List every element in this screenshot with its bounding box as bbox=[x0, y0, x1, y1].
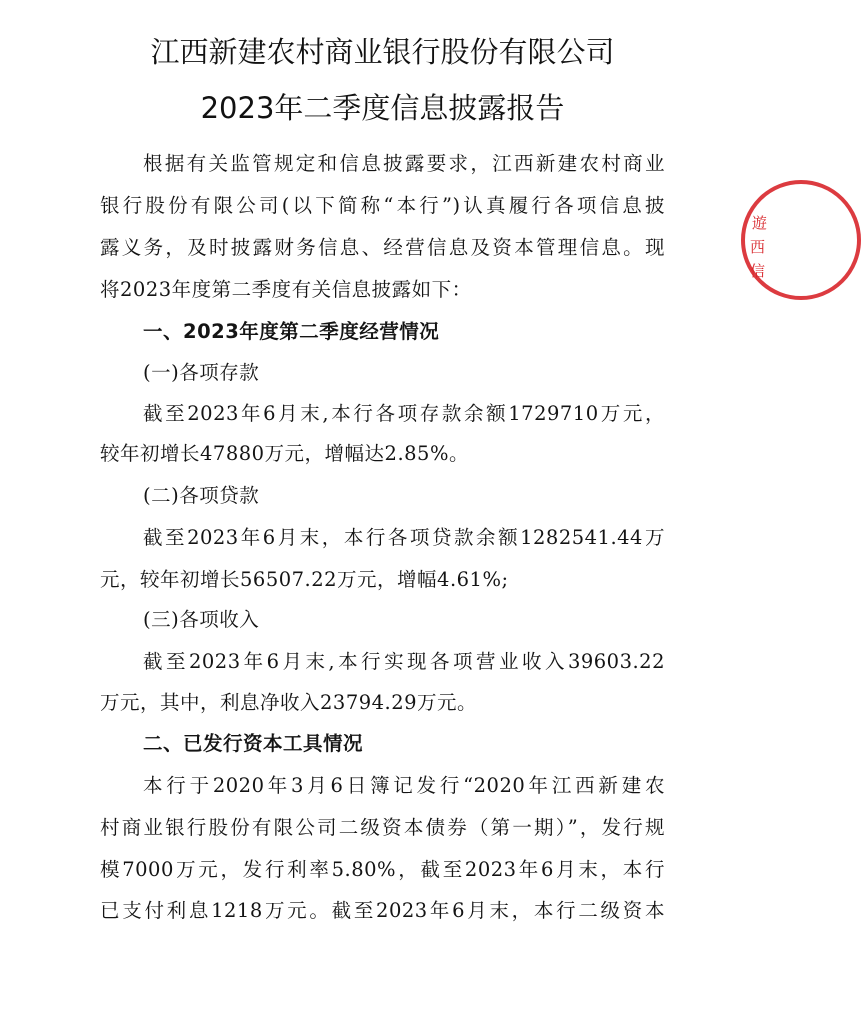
income-line-2: 万元，其中，利息净收入23794.29万元。 bbox=[100, 691, 478, 714]
seal-glyph-1: 遊 bbox=[752, 214, 768, 232]
income-subheading: (三)各项收入 bbox=[143, 608, 260, 631]
intro-line-4: 将2023年度第二季度有关信息披露如下： bbox=[100, 278, 472, 301]
loans-line-2: 元，较年初增长56507.22万元，增幅4.61%; bbox=[100, 568, 509, 591]
intro-line-1: 根据有关监管规定和信息披露要求，江西新建农村商业 bbox=[143, 152, 665, 175]
intro-line-3: 露义务，及时披露财务信息、经营信息及资本管理信息。现 bbox=[100, 236, 665, 259]
loans-subheading: (二)各项贷款 bbox=[143, 484, 260, 507]
deposits-subheading: (一)各项存款 bbox=[143, 361, 260, 384]
document-title-report: 2023年二季度信息披露报告 bbox=[200, 91, 565, 125]
income-line-1: 截至2023年6月末,本行实现各项营业收入39603.22 bbox=[143, 650, 665, 673]
section-2-line-4: 已支付利息1218万元。截至2023年6月末，本行二级资本 bbox=[100, 899, 665, 922]
document-title-bank-name: 江西新建农村商业银行股份有限公司 bbox=[150, 35, 615, 69]
deposits-line-1: 截至2023年6月末,本行各项存款余额1729710万元， bbox=[143, 402, 665, 425]
deposits-line-2: 较年初增长47880万元，增幅达2.85%。 bbox=[100, 442, 469, 465]
loans-line-1: 截至2023年6月末，本行各项贷款余额1282541.44万 bbox=[143, 526, 665, 549]
seal-glyph-3: 信 bbox=[750, 262, 766, 280]
section-2-line-2: 村商业银行股份有限公司二级资本债券（第一期）”，发行规 bbox=[100, 816, 665, 839]
section-2-heading: 二、已发行资本工具情况 bbox=[143, 732, 364, 755]
seal-glyph-2: 西 bbox=[750, 238, 766, 256]
section-1-heading: 一、2023年度第二季度经营情况 bbox=[143, 320, 440, 343]
intro-line-2: 银行股份有限公司(以下简称“本行”)认真履行各项信息披 bbox=[100, 194, 665, 217]
section-2-line-1: 本行于2020年3月6日簿记发行“2020年江西新建农 bbox=[143, 774, 665, 797]
section-2-line-3: 模7000万元，发行利率5.80%，截至2023年6月末，本行 bbox=[100, 858, 665, 881]
